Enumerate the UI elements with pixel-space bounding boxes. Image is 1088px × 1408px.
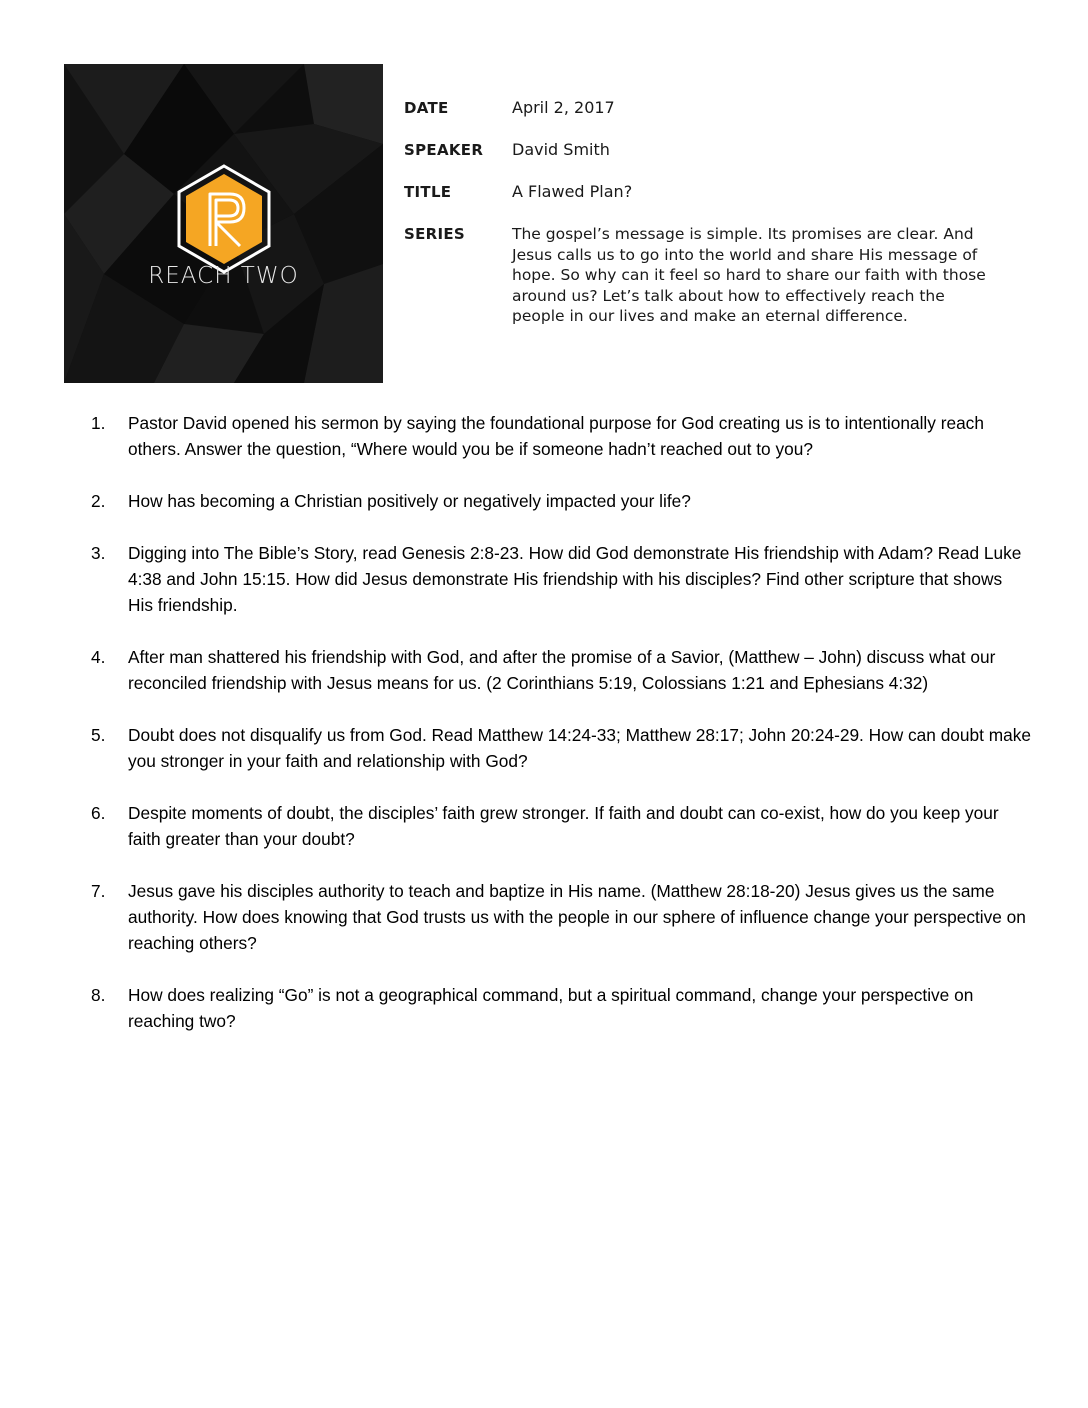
question-item: [91, 722, 1031, 774]
question-text: Doubt does not disqualify us from God. Read Matthew 14:24-33; Matthew 28:17; John 20:24-29. How can doubt make you stronger in your faith and relationship with God?: [128, 725, 1031, 771]
series-artwork: [64, 64, 383, 383]
date-row: [404, 96, 1004, 120]
question-text: How does realizing “Go” is not a geographical command, but a spiritual command, change your perspective on reaching two?: [128, 985, 974, 1031]
question-number: 3.: [91, 543, 106, 563]
question-number: 5.: [91, 725, 106, 745]
question-item: [91, 644, 1031, 696]
question-number: 4.: [91, 647, 106, 667]
title-label: TITLE: [404, 183, 452, 201]
question-item: [91, 800, 1031, 852]
question-item: [91, 410, 1031, 462]
title-row: [404, 180, 1004, 204]
discussion-questions: [91, 410, 1031, 1060]
speaker-value: David Smith: [512, 140, 610, 159]
sermon-info: [404, 96, 1004, 345]
question-item: [91, 878, 1031, 956]
question-item: [91, 540, 1031, 618]
date-value: April 2, 2017: [512, 98, 615, 117]
question-number: 2.: [91, 491, 106, 511]
question-text: Pastor David opened his sermon by saying the foundational purpose for God creating us is to intentionally reach others. Answer the question, “Where would you be if someone hadn’t reached out to you?: [128, 413, 984, 459]
reach-two-logo: [176, 164, 272, 274]
speaker-label: SPEAKER: [404, 141, 484, 159]
series-name: REACH TWO: [148, 263, 299, 289]
question-item: [91, 982, 1031, 1034]
speaker-row: [404, 138, 1004, 162]
question-number: 1.: [91, 413, 106, 433]
question-text: Jesus gave his disciples authority to teach and baptize in His name. (Matthew 28:18-20) Jesus gives us the same authority. How does knowing that God trusts us with the people in our sphere of influence change your perspective on reaching others?: [128, 881, 1026, 953]
question-item: [91, 488, 1031, 514]
series-row: [404, 222, 1004, 327]
series-label: SERIES: [404, 225, 466, 243]
title-value: A Flawed Plan?: [512, 182, 633, 201]
series-description: The gospel’s message is simple. Its promises are clear. And Jesus calls us to go into the world and share His message of hope. So why can it feel so hard to share our faith with those around us? Let’s talk about how to effectively reach the people in our lives and make an eternal difference.: [512, 225, 986, 326]
date-label: DATE: [404, 99, 449, 117]
question-number: 8.: [91, 985, 106, 1005]
question-text: Digging into The Bible’s Story, read Genesis 2:8-23. How did God demonstrate His friendship with Adam? Read Luke 4:38 and John 15:15. How did Jesus demonstrate His friendship with his disciples? Find other scripture that shows His friendship.: [128, 543, 1022, 615]
question-text: After man shattered his friendship with God, and after the promise of a Savior, (Matthew – John) discuss what our reconciled friendship with Jesus means for us. (2 Corinthians 5:19, Colossians 1:21 and Ephesians 4:32): [128, 647, 996, 693]
question-text: How has becoming a Christian positively or negatively impacted your life?: [128, 491, 691, 511]
question-text: Despite moments of doubt, the disciples’ faith grew stronger. If faith and doubt can co-exist, how do you keep your faith greater than your doubt?: [128, 803, 999, 849]
question-number: 7.: [91, 881, 106, 901]
question-number: 6.: [91, 803, 106, 823]
hexagon-r-icon: [176, 164, 272, 274]
